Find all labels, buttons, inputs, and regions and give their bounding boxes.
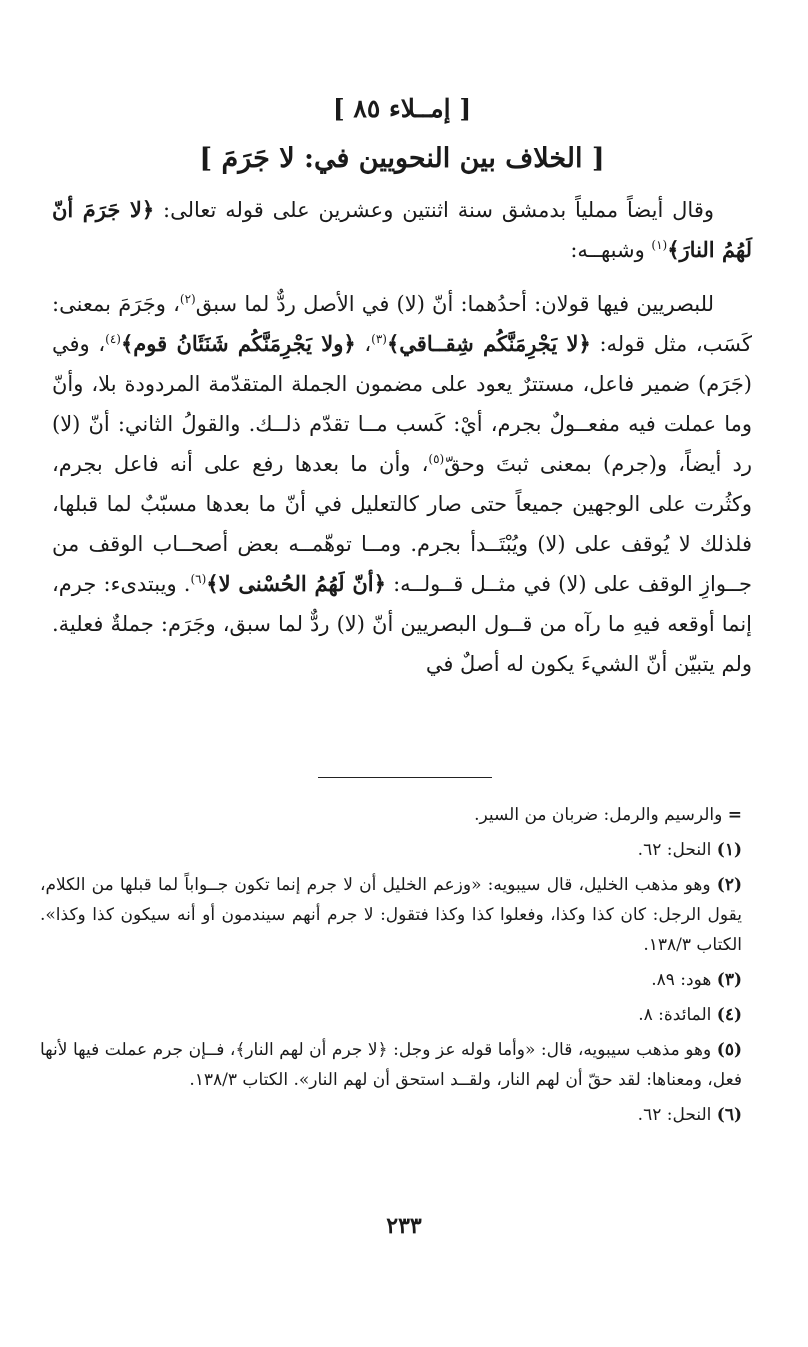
- quran-quote: ﴿لا جَرَمَ أنّ لَهُمُ النارَ﴾: [52, 197, 752, 262]
- footnote-number: (١): [716, 840, 742, 860]
- footnote-divider: [318, 777, 492, 778]
- footnote-ref: (٢): [179, 292, 196, 306]
- footnote-6: [40, 1100, 742, 1130]
- footnote-ref: (٦): [190, 572, 207, 586]
- footnote-text: والرسيم والرمل: ضربان من السير.: [474, 805, 723, 825]
- footnote-text: النحل: ٦٢.: [637, 1105, 712, 1125]
- page-body: [52, 86, 752, 684]
- intro-tail: وشبهــه:: [570, 238, 652, 262]
- footnote-4: [40, 1000, 742, 1030]
- footnote-number: (٤): [716, 1005, 742, 1025]
- page-number: ٢٣٣: [386, 1213, 422, 1239]
- text-run: للبصريين فيها قولان: أحدُهما: أنّ (لا) في الأصل ردٌّ لما سبق: [195, 292, 714, 316]
- footnote-number: (٢): [716, 875, 742, 895]
- footnote-text: النحل: ٦٢.: [637, 840, 712, 860]
- main-paragraph: [52, 284, 752, 684]
- footnote-ref: (١): [651, 238, 668, 252]
- footnote-ref: (٤): [105, 332, 121, 346]
- footnote-1: [40, 835, 742, 865]
- quran-quote: ﴿لا يَجْرِمَنَّكُم شِقــاقي﴾: [386, 331, 591, 356]
- footnotes: [40, 800, 742, 1135]
- footnote-text: وهو مذهب سيبويه، قال: «وأما قوله عز وجل: ﴿لا جرم أن لهم النار﴾، فــإن جرم عملت فيها لأنها فعل، ومعناها: لقد حقّ أن لهم النار، ولقــد استحق أن لهم النار». الكتاب ١٣٨/٣.: [40, 1040, 742, 1090]
- footnote-5: [40, 1035, 742, 1095]
- footnote-text: هود: ٨٩.: [651, 970, 712, 990]
- text-run: ، وأن ما بعدها رفع على أنه فاعل بجرم، وكثُرت على الوجهين جميعاً حتى صار كالتعليل في أنّ ما بعدها مسبّبٌ لما قبلها، فلذلك لا يُوقف على (لا) ويُبْتَــدأ بجرم. ومــا توهّمــه بعض أصحــاب الوقف من جــوازِ الوقف على (لا) في مثــل قــولــه:: [52, 452, 752, 596]
- footnote-continued: [40, 800, 742, 830]
- text-run: . ويبتدىء: جرم، إنما أوقعه فيهِ ما رآه من قــول البصريين أنّ (لا) ردٌّ لما سبق، وجَرَم: جملةٌ فعلية. ولم يتبيّن أنّ الشيءَ يكون له أصلٌ في: [52, 572, 752, 676]
- footnote-3: [40, 965, 742, 995]
- footnote-ref: (٥): [428, 452, 445, 466]
- imla-heading: [ إمــلاء ٨٥ ]: [332, 94, 472, 123]
- footnote-text: وهو مذهب الخليل، قال سيبويه: «وزعم الخليل أن لا جرم إنما تكون جــواباً لما قبلها من الكلام، يقول الرجل: كان كذا وكذا، وفعلوا كذا وكذا فتقول: لا جرم أنهم سيندمون أو أنه سيكون كذا وكذا». الكتاب ١٣٨/٣.: [40, 875, 742, 955]
- section-title: [ الخلاف بين النحويين في: لا جَرَمَ ]: [199, 143, 605, 174]
- quran-quote: ﴿ولا يَجْرِمَنَّكُم شَنَئَانُ قوم﴾: [120, 331, 356, 356]
- intro-paragraph: [52, 190, 752, 270]
- footnote-number: (٦): [716, 1105, 742, 1125]
- text-run: ، وفي (جَرَم) ضمير فاعل، مستترٌ يعود على مضمون الجملة المتقدّمة المردودة بلا، وأنّ وما عملت فيه مفعــولٌ بجرم، أيْ: كَسب مــا تقدّم ذلــك. والقولُ الثاني: أنّ (لا) رد أيضاً، و(جرم) بمعنى ثبتَ وحقّ: [52, 332, 752, 476]
- footnote-number: (٥): [716, 1040, 742, 1060]
- footnote-text: المائدة: ٨.: [638, 1005, 712, 1025]
- footnote-number: =: [727, 805, 742, 825]
- footnote-ref: (٣): [371, 332, 387, 346]
- footnote-number: (٣): [716, 970, 742, 990]
- text-run: ، وجَرَمَ بمعنى: كَسَب، مثل قوله:: [52, 292, 753, 356]
- intro-lead: وقال أيضاً مملياً بدمشق سنة اثنتين وعشرين على قوله تعالى:: [154, 198, 715, 222]
- text-run: ،: [355, 332, 372, 356]
- quran-quote: ﴿أنّ لَهُمُ الحُسْنى لا﴾: [206, 571, 386, 596]
- footnote-2: [40, 870, 742, 960]
